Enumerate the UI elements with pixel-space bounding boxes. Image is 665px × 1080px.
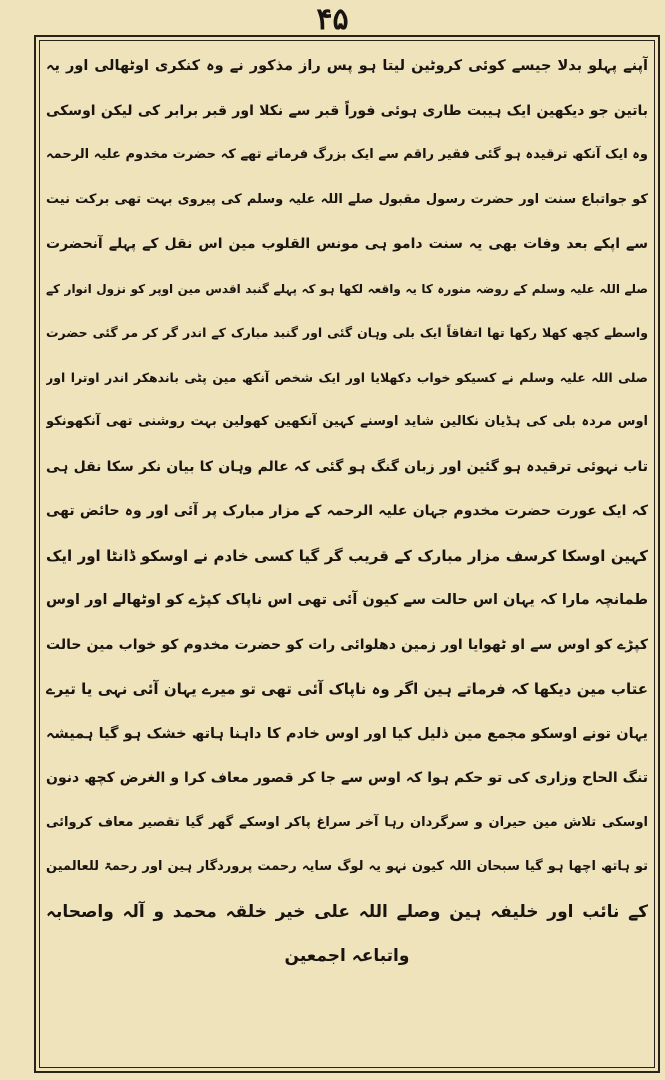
text-line: تاب نہوئی ترقیدہ ہو گئین اور زبان گنگ ہو گئی کہ عالم وہان کا بیان نکر سکا نقل ہی xyxy=(46,458,648,475)
page-number: ۴۵ xyxy=(316,2,349,37)
text-line: کپڑے کو اوس سے او ٹھوایا اور زمین دھلوائی رات کو حضرت مخدوم کو خواب مین حالت xyxy=(46,636,648,653)
text-line: سے اپکے بعد وفات بھی یہ سنت دامو ہی مونس القلوب مین اس نقل کے پہلے آنحضرت xyxy=(46,236,648,252)
text-line: اوسکی تلاش مین حیران و سرگردان رہا آخر سراغ پاکر اوسکے گھر گیا تقصیر معاف کروائی xyxy=(46,814,648,830)
text-line: کہین اوسکا کرسف مزار مبارک کے قریب گر گیا کسی خادم نے اوسکو ڈانٹا اور ایک xyxy=(46,546,648,565)
text-line: کہ ایک عورت حضرت مخدوم جہان علیہ الرحمہ کے مزار مبارک پر آئی اور وہ حائض تھی xyxy=(46,503,648,519)
text-line: واسطے کچھ کھلا رکھا تھا اتفاقاً ایک بلی وہان گئی اور گنبد مبارک کے اندر گر کر مر گئی حضرت xyxy=(46,325,648,340)
text-line: اوس مردہ بلی کی ہڈیان نکالین شاید اوسنے کہین آنکھین کھولین بہت روشنی تھی آنکھونکو xyxy=(46,414,648,429)
text-line: واتباعہ اجمعین xyxy=(284,946,410,966)
text-line: باتین جو دیکھین ایک ہیبت طاری ہوئی فوراً قبر سے نکلا اور قبر برابر کی لیکن اوسکی xyxy=(46,102,648,119)
text-line: عتاب مین دیکھا کہ فرماتے ہین اگر وہ ناپاک آئی تھی تو میرے یہان آئی نہی یا تیرے xyxy=(46,680,648,698)
text-block xyxy=(46,44,648,1068)
text-line: آپنے پہلو بدلا جیسے کوئی کروٹین لیتا ہو پس راز مذکور نے وہ کنکری اوٹھالی اور یہ xyxy=(46,58,648,74)
text-line: کے نائب اور خلیفہ ہین وصلے اللہ علی خیر خلقہ محمد و آلہ واصحابہ xyxy=(46,901,648,922)
text-line: تنگ الحاح وزاری کی تو حکم ہوا کہ اوس سے جا کر قصور معاف کرا و الغرض کچھ دنون xyxy=(46,770,648,786)
text-line: وہ ایک آنکھ ترقیدہ ہو گئی فقیر راقم سے ایک بزرگ فرماتے تھے کہ حضرت مخدوم علیہ الرحمہ xyxy=(46,147,648,162)
text-line: یہان تونے اوسکو مجمع مین ذلیل کیا اور اوس خادم کا داہنا ہاتھ خشک ہو گیا ہمیشہ xyxy=(46,725,648,742)
text-line: طمانچہ مارا کہ یہان اس حالت سے کیون آئی تھی اس ناپاک کپڑے کو اوٹھالے اور اوس xyxy=(46,592,648,608)
text-line: کو جواتباع سنت اور حضرت رسول مقبول صلے اللہ علیہ وسلم کی پیروی بہت تھی برکت نیت xyxy=(46,191,648,207)
text-line: تو ہاتھ اچھا ہو گیا سبحان اللہ کیون نہو یہ لوگ سایہ رحمت پروردگار ہین اور رحمۃ للعالمین xyxy=(46,859,648,874)
text-line: صلی اللہ علیہ وسلم نے کسیکو خواب دکھلایا اور ایک شخص آنکھ مین پٹی باندھکر اندر اوترا اور xyxy=(46,369,648,385)
text-line: صلے اللہ علیہ وسلم کے روضہ منورہ کا یہ واقعہ لکھا ہو کہ پہلے گنبد اقدس مین اوپر کو نزول انوار کے xyxy=(46,281,648,296)
